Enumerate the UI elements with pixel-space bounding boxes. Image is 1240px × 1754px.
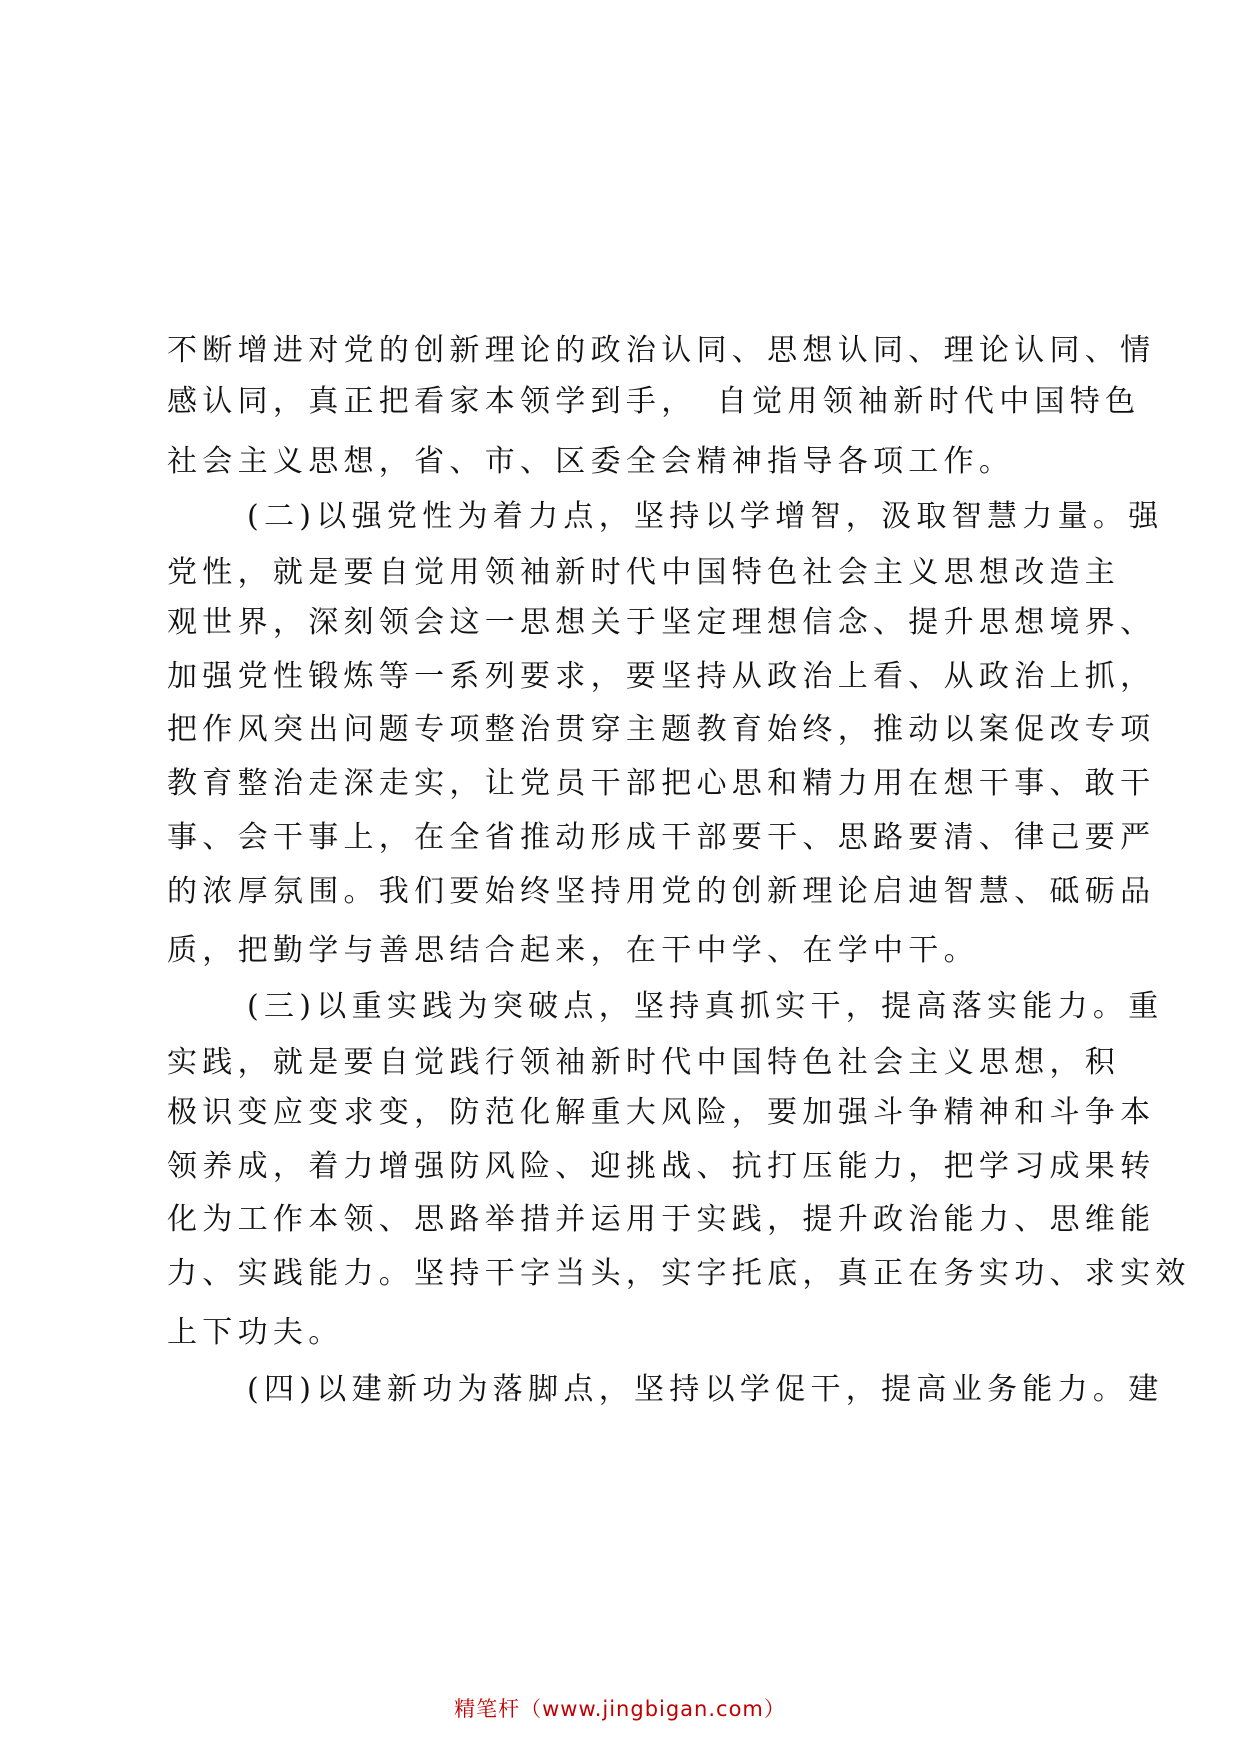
body-text-line: 极识变应变求变，防范化解重大风险，要加强斗争精神和斗争本 bbox=[167, 1095, 1156, 1130]
body-text-line: 质，把勤学与善思结合起来，在干中学、在学中干。 bbox=[167, 933, 979, 968]
body-text-line: 领养成，着力增强防风险、迎挑战、抗打压能力，把学习成果转 bbox=[167, 1149, 1156, 1184]
section-heading-line: (四)以建新功为落脚点，坚持以学促干，提高业务能力。建 bbox=[247, 1372, 1164, 1407]
section-heading-line: (三)以重实践为突破点，坚持真抓实干，提高落实能力。重 bbox=[247, 989, 1164, 1024]
body-text-line: 不断增进对党的创新理论的政治认同、思想认同、理论认同、情 bbox=[167, 333, 1156, 368]
body-text-line: 上下功夫。 bbox=[167, 1315, 344, 1350]
body-text-line: 感认同，真正把看家本领学到手， 自觉用领袖新时代中国特色 bbox=[167, 384, 1141, 419]
body-text-line: 加强党性锻炼等一系列要求，要坚持从政治上看、从政治上抓， bbox=[167, 659, 1156, 694]
body-text-line: 力、实践能力。坚持干字当头，实字托底，真正在务实功、求实效 bbox=[167, 1256, 1191, 1291]
body-text-line: 教育整治走深走实，让党员干部把心思和精力用在想干事、敢干 bbox=[167, 766, 1156, 801]
body-text-line: 把作风突出问题专项整治贯穿主题教育始终，推动以案促改专项 bbox=[167, 712, 1156, 747]
body-text-line: 社会主义思想，省、市、区委全会精神指导各项工作。 bbox=[167, 444, 1015, 479]
body-text-line: 的浓厚氛围。我们要始终坚持用党的创新理论启迪智慧、砥砺品 bbox=[167, 874, 1156, 909]
body-text-line: 事、会干事上，在全省推动形成干部要干、思路要清、律己要严 bbox=[167, 820, 1156, 855]
body-text-line: 党性，就是要自觉用领袖新时代中国特色社会主义思想改造主 bbox=[167, 555, 1121, 590]
body-text-line: 化为工作本领、思路举措并运用于实践，提升政治能力、思维能 bbox=[167, 1202, 1156, 1237]
footer-watermark-text: 精笔杆（www.jingbigan.com） bbox=[454, 1697, 786, 1721]
body-text-line: 观世界，深刻领会这一思想关于坚定理想信念、提升思想境界、 bbox=[167, 605, 1156, 640]
body-text-line: 实践，就是要自觉践行领袖新时代中国特色社会主义思想，积 bbox=[167, 1045, 1121, 1080]
section-heading-line: (二)以强党性为着力点，坚持以学增智，汲取智慧力量。强 bbox=[247, 499, 1164, 534]
